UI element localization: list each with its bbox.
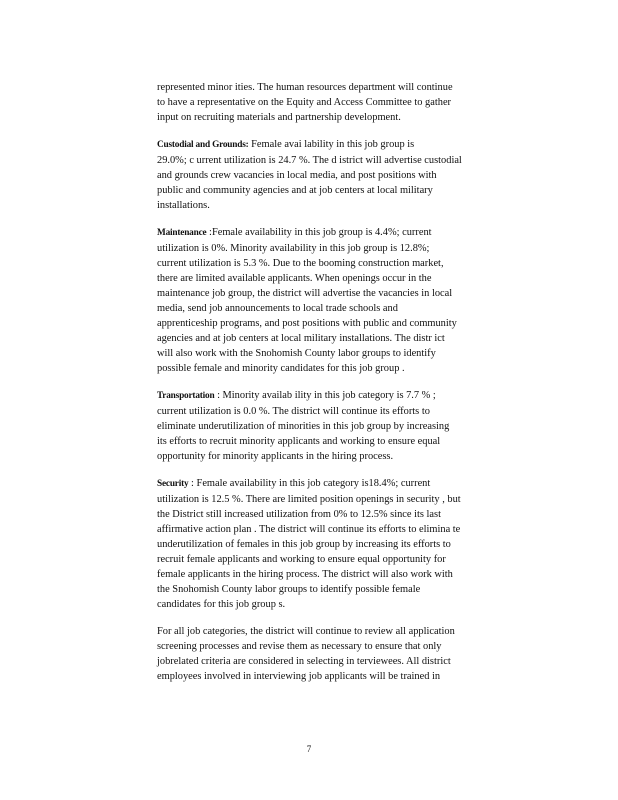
- text-line: [157, 388, 525, 404]
- text-line: opportunity for minority applicants in the hiring process.: [157, 451, 394, 462]
- heading-maintenance: Maintenance: [157, 228, 207, 238]
- text-line: current utilization is 0.0 %. The district will continue its efforts to: [157, 406, 430, 417]
- paragraph-custodial: [157, 137, 525, 213]
- text-line: [157, 225, 525, 241]
- text-line: utilization is 0%. Minority availability in this job group is 12.8%;: [157, 243, 430, 254]
- paragraph-security: [157, 476, 525, 612]
- text-line: eliminate underutilization of minorities in this job group by increasing: [157, 421, 450, 432]
- text-line: agencies and at job centers at local military installations. The distr ict: [157, 333, 445, 344]
- text-line: jobrelated criteria are considered in selecting in terviewees. All district: [157, 656, 451, 667]
- text-line: female applicants in the hiring process. The district will also work with: [157, 569, 453, 580]
- heading-transportation: Transportation: [157, 391, 215, 401]
- text-fragment: Female avai lability in this job group is: [248, 139, 415, 150]
- document-body: [157, 80, 525, 696]
- heading-security: Security: [157, 479, 189, 489]
- paragraph-all-job-categories: [157, 624, 525, 684]
- text-line: media, send job announcements to local trade schools and: [157, 303, 398, 314]
- text-fragment: : Female availability in this job category is18.4%; current: [188, 478, 431, 489]
- text-line: maintenance job group, the district will advertise the vacancies in local: [157, 288, 453, 299]
- text-line: represented minor ities. The human resources department will continue: [157, 82, 453, 93]
- paragraph-transportation: [157, 388, 525, 464]
- text-fragment: : Minority availab ility in this job category is 7.7 % ;: [214, 390, 436, 401]
- text-line: For all job categories, the district will continue to review all application: [157, 626, 455, 637]
- text-line: [157, 476, 525, 492]
- text-line: input on recruiting materials and partnership development.: [157, 112, 401, 123]
- text-line: will also work with the Snohomish County labor groups to identify: [157, 348, 436, 359]
- text-line: to have a representative on the Equity and Access Committee to gather: [157, 97, 452, 108]
- text-line: apprenticeship programs, and post positions with public and community: [157, 318, 457, 329]
- text-line: 29.0%; c urrent utilization is 24.7 %. The d istrict will advertise custodial: [157, 155, 462, 166]
- page-number: 7: [306, 744, 312, 754]
- text-line: candidates for this job group s.: [157, 599, 286, 610]
- text-line: [157, 137, 525, 153]
- text-line: public and community agencies and at job centers at local military: [157, 185, 433, 196]
- paragraph-maintenance: [157, 225, 525, 376]
- text-line: its efforts to recruit minority applicants and working to ensure equal: [157, 436, 441, 447]
- text-line: the Snohomish County labor groups to identify possible female: [157, 584, 421, 595]
- text-fragment: :Female availability in this job group is 4.4%; current: [206, 227, 432, 238]
- text-line: screening processes and revise them as necessary to ensure that only: [157, 641, 442, 652]
- text-line: and grounds crew vacancies in local media, and post positions with: [157, 170, 437, 181]
- heading-custodial-grounds: Custodial and Grounds:: [157, 140, 249, 150]
- text-line: recruit female applicants and working to ensure equal opportunity for: [157, 554, 446, 565]
- text-line: there are limited available applicants. When openings occur in the: [157, 273, 432, 284]
- text-line: underutilization of females in this job group by increasing its efforts to: [157, 539, 451, 550]
- text-line: installations.: [157, 200, 210, 211]
- text-line: possible female and minority candidates for this job group .: [157, 363, 405, 374]
- text-line: affirmative action plan . The district will continue its efforts to elimina te: [157, 524, 461, 535]
- text-line: employees involved in interviewing job applicants will be trained in: [157, 671, 441, 682]
- paragraph-intro-continued: [157, 80, 525, 125]
- text-line: utilization is 12.5 %. There are limited position openings in security , but: [157, 494, 461, 505]
- text-line: current utilization is 5.3 %. Due to the booming construction market,: [157, 258, 444, 269]
- text-line: the District still increased utilization from 0% to 12.5% since its last: [157, 509, 441, 520]
